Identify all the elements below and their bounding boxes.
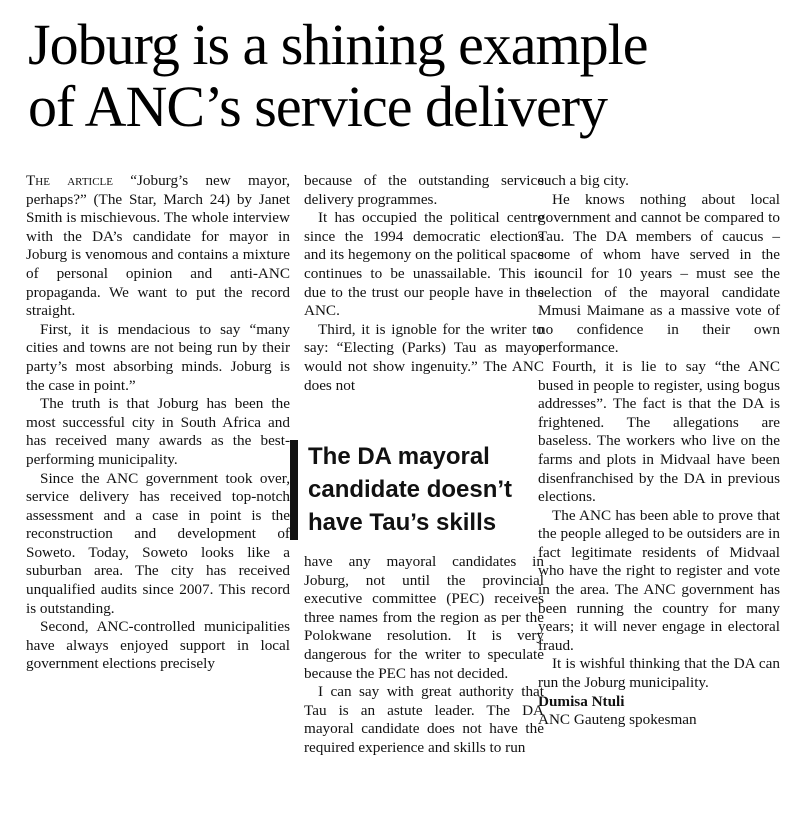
author-title: ANC Gauteng spokesman (538, 711, 697, 729)
paragraph: Second, ANC-controlled municipalities have always enjoyed support in local government elections precisely (26, 618, 290, 673)
paragraph: have any mayoral candidates in Joburg, not until the provincial executive committee (PEC) receives three names from the region as per the Polokwane resolution. It is very dangerous for the writer to speculate because the PEC has not decided. (304, 553, 544, 682)
article-column-3 (538, 172, 780, 730)
paragraph: The ANC has been able to prove that the people alleged to be outsiders are in fact legitimate residents of Midvaal who have the right to register and vote in the area. The ANC government has been running the country for many years; it will never engage in electoral fraud. (538, 506, 780, 654)
pull-quote-line-3: have Tau’s skills (308, 509, 497, 536)
paragraph: First, it is mendacious to say “many cities and towns are not being run by their party’s most absorbing minds. Joburg is the case in point.” (26, 320, 290, 394)
pull-quote-line-1: The DA mayoral (308, 443, 490, 470)
paragraph: The truth is that Joburg has been the most successful city in South Africa and has received many awards as the best-performing municipality. (26, 395, 290, 468)
paragraph: Since the ANC government took over, service delivery has received top-notch assessment and a case in point is the reconstruction and development of Soweto. Today, Soweto looks like a suburban area. The city has received unqualified audits since 2007. This record is outstanding. (26, 469, 290, 617)
paragraph: Fourth, it is lie to say “the ANC bused in people to register, using bogus addresses”. The fact is that the DA is frightened. The allegations are baseless. The workers who live on the farms and plots in Midvaal have been disenfranchised by the DA in previous elections. (538, 357, 780, 506)
paragraph: It has occupied the political centre since the 1994 democratic elections and its hegemony on the political space continues to be unassailable. This is due to the trust our people have in the ANC. (304, 209, 544, 320)
paragraph: because of the outstanding service delivery programmes. (304, 172, 544, 208)
paragraph-text: “Joburg’s new mayor, perhaps?” (The Star, March 24) by Janet Smith is mischievous. The whole interview with the DA’s candidate for mayor in Joburg is venomous and contains a mixture of personal opinion and anti-ANC propaganda. We want to put the record straight. (26, 172, 291, 320)
headline (28, 14, 788, 138)
author-name: Dumisa Ntuli (538, 692, 625, 710)
article-column-2-top (304, 172, 544, 395)
article-column-2-bottom (304, 553, 544, 758)
paragraph: I can say with great authority that Tau is an astute leader. The DA mayoral candidate does not have the required experience and skills to run (304, 683, 544, 756)
paragraph: Third, it is ignoble for the writer to say: “Electing (Parks) Tau as mayor would not show ingenuity.” The ANC does not (304, 320, 544, 394)
paragraph: such a big city. (538, 172, 629, 189)
lead-in: The article (26, 172, 113, 189)
paragraph (26, 172, 290, 321)
headline-line-1: Joburg is a shining example (28, 12, 648, 77)
headline-line-2: of ANC’s service delivery (28, 74, 608, 139)
article-column-1 (26, 172, 290, 674)
pull-quote-line-2: candidate doesn’t (308, 476, 513, 503)
paragraph: It is wishful thinking that the DA can run the Joburg municipality. (538, 655, 780, 692)
paragraph: He knows nothing about local government and cannot be compared to Tau. The DA members of caucus – some of whom have served in the council for 10 years – must see the selection of the mayoral candidate Mmusi Maimane as a massive vote of no confidence in their own performance. (538, 190, 780, 357)
pull-quote (290, 440, 558, 540)
